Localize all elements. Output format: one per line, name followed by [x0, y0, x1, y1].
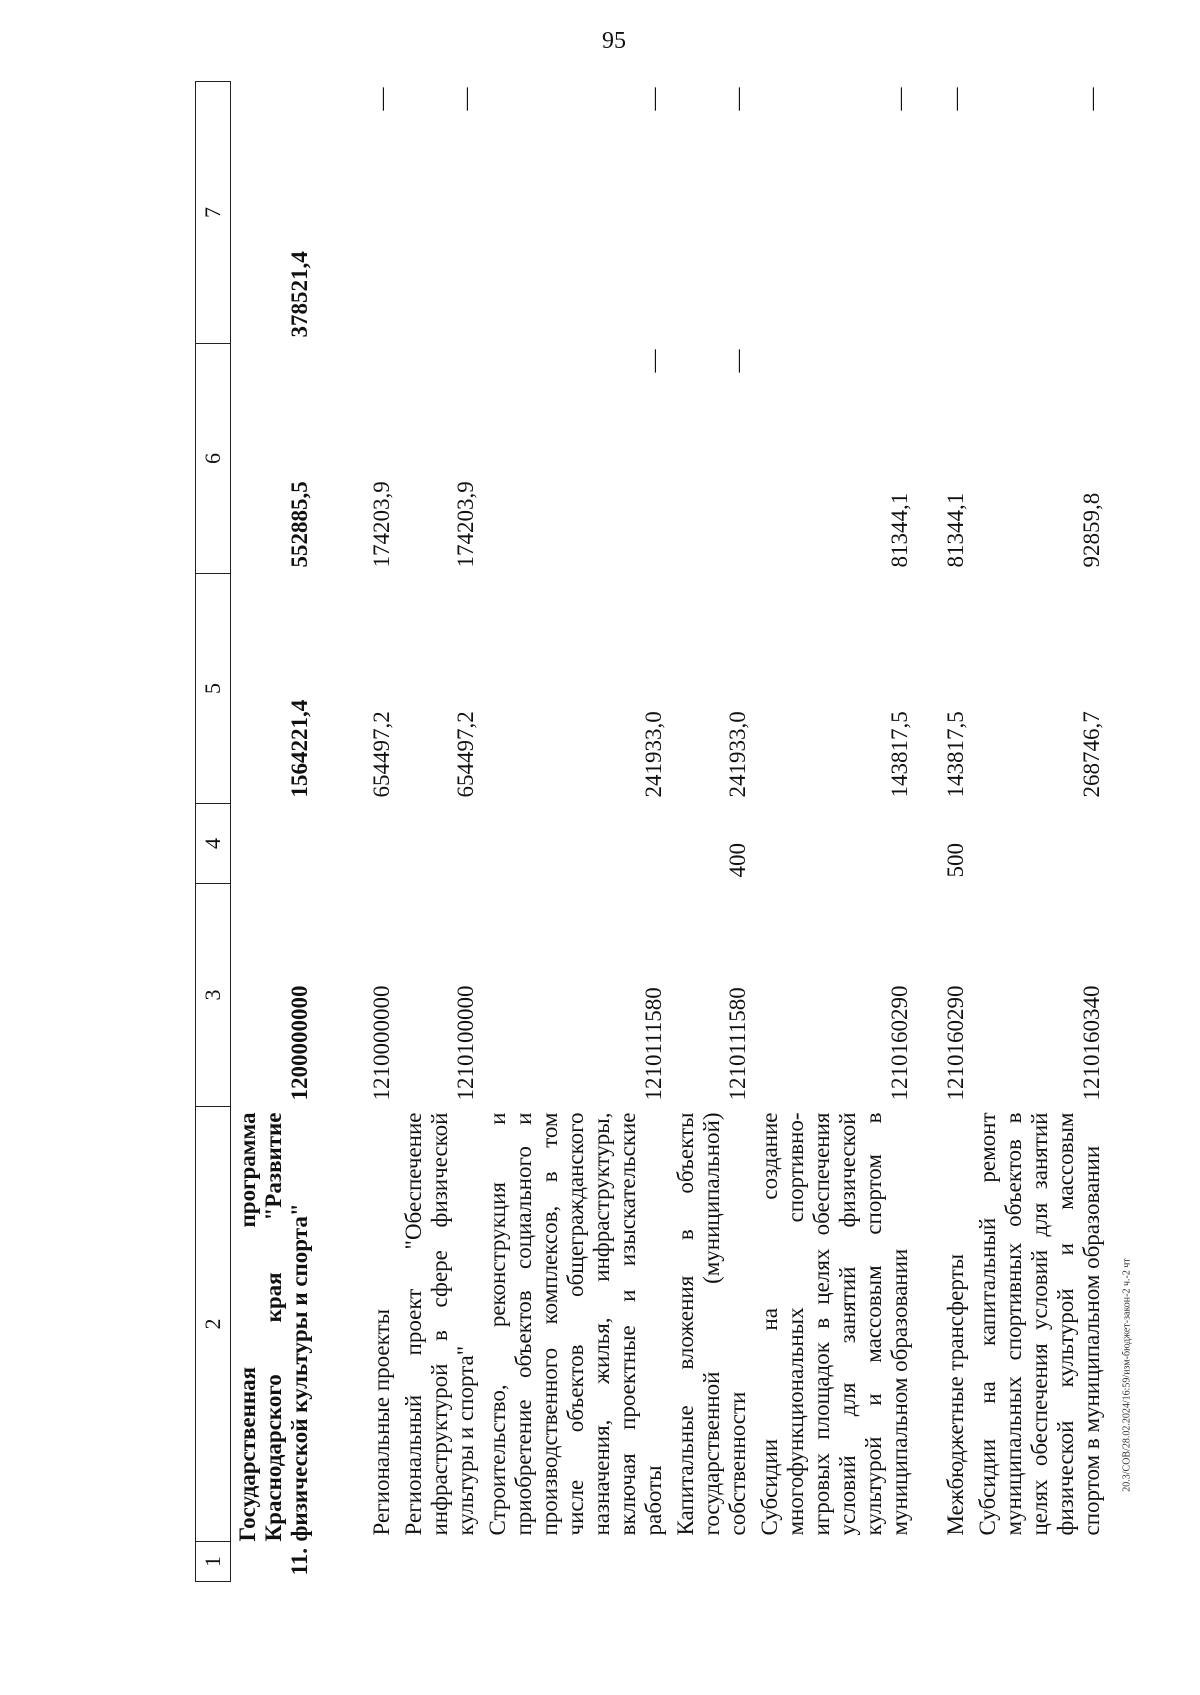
expense-group-cell	[481, 804, 669, 884]
expense-group-cell	[231, 804, 316, 884]
amount-cell: 552885,5	[287, 481, 312, 568]
column-header: 3	[196, 884, 231, 1107]
amount-cell: —	[943, 87, 968, 111]
table-row	[971, 82, 1107, 1582]
row-number-cell: 11.	[287, 1548, 312, 1576]
amount-cell: —	[887, 87, 912, 111]
description-cell: Государственная программа Краснодарского края "Развитие физической культуры и спорта"	[235, 1112, 312, 1542]
table-row	[481, 82, 669, 1582]
amount-cell: —	[725, 87, 750, 111]
footer-stamp: 20.3/СОВ/28.02.2024/16:59/изм-бюджет-закон-2 ч.-2 чт	[1121, 1258, 1133, 1492]
amount-cell: 81344,1	[943, 492, 968, 568]
amount-cell: 1564221,4	[287, 699, 312, 798]
table-row	[397, 82, 481, 1582]
description-cell: Капитальные вложения в объекты государственной (муниципальной) собственности	[673, 1112, 750, 1536]
amount-cell: —	[453, 87, 478, 111]
table-row	[669, 82, 753, 1582]
row-number-cell	[315, 1542, 397, 1582]
table-row	[753, 82, 915, 1582]
expense-group-cell	[971, 804, 1107, 884]
row-number-cell	[915, 1542, 971, 1582]
table-row	[315, 82, 397, 1582]
amount-cell: 378521,4	[287, 251, 312, 338]
expense-group-cell	[397, 804, 481, 884]
target-code-cell: 1210111580	[725, 987, 750, 1101]
budget-table-wrapper	[195, 82, 1104, 1582]
amount-cell: 654497,2	[369, 711, 394, 798]
expense-group-cell: 400	[725, 843, 750, 878]
target-code-cell: 1200000000	[287, 985, 312, 1101]
target-code-cell: 1210100000	[453, 985, 478, 1101]
expense-group-cell	[753, 804, 915, 884]
column-header: 7	[196, 82, 231, 344]
amount-cell: —	[369, 87, 394, 111]
column-header: 1	[196, 1542, 231, 1582]
row-number-cell	[753, 1542, 915, 1582]
amount-cell: 174203,9	[453, 481, 478, 568]
amount-cell: —	[641, 349, 666, 373]
expense-group-cell: 500	[943, 843, 968, 878]
page-number: 95	[602, 28, 626, 54]
amount-cell: 174203,9	[369, 481, 394, 568]
target-code-cell: 1210160290	[943, 985, 968, 1101]
amount-cell: —	[641, 87, 666, 111]
row-number-cell	[397, 1542, 481, 1582]
amount-cell: 241933,0	[725, 711, 750, 798]
budget-table	[195, 81, 1107, 1582]
amount-cell: 81344,1	[887, 492, 912, 568]
target-code-cell: 1210111580	[641, 987, 666, 1101]
column-header: 6	[196, 344, 231, 574]
target-code-cell: 1210160340	[1079, 985, 1104, 1101]
description-cell: Межбюджетные трансферты	[943, 1253, 968, 1536]
description-cell: Субсидии на создание многофункциональных спортивно-игровых площадок в целях обеспечения условий для занятий физической культурой и массовым спортом в муниципальном образовании	[757, 1112, 912, 1536]
amount-cell: —	[725, 349, 750, 373]
amount-cell: 92859,8	[1079, 492, 1104, 568]
description-cell: Строительство, реконструкция и приобретение объектов социального и производственного комплексов, в том числе объектов общегражданского назначения, жилья, инфраструктуры, включая проектные и изыскательские работы	[485, 1112, 666, 1536]
amount-cell: 268746,7	[1079, 711, 1104, 798]
column-header: 5	[196, 574, 231, 804]
column-header: 4	[196, 804, 231, 884]
description-cell: Региональные проекты	[369, 1308, 394, 1536]
description-cell: Субсидии на капитальный ремонт муниципальных спортивных объектов в целях обеспечения условий для занятий физической культурой и массовым спортом в муниципальном образовании	[975, 1112, 1104, 1536]
target-code-cell: 1210160290	[887, 985, 912, 1101]
description-cell: Региональный проект "Обеспечение инфраструктурой в сфере физической культуры и спорта"	[401, 1112, 478, 1536]
column-header: 2	[196, 1107, 231, 1542]
table-header-row	[196, 82, 231, 1582]
expense-group-cell	[315, 804, 397, 884]
amount-cell: 654497,2	[453, 711, 478, 798]
amount-cell: 143817,5	[887, 711, 912, 798]
row-number-cell	[481, 1542, 669, 1582]
row-number-cell	[669, 1542, 753, 1582]
amount-cell: —	[1079, 87, 1104, 111]
target-code-cell: 1210000000	[369, 985, 394, 1101]
amount-cell: 143817,5	[943, 711, 968, 798]
table-row	[231, 82, 316, 1582]
table-row	[915, 82, 971, 1582]
amount-cell: 241933,0	[641, 711, 666, 798]
row-number-cell	[971, 1542, 1107, 1582]
